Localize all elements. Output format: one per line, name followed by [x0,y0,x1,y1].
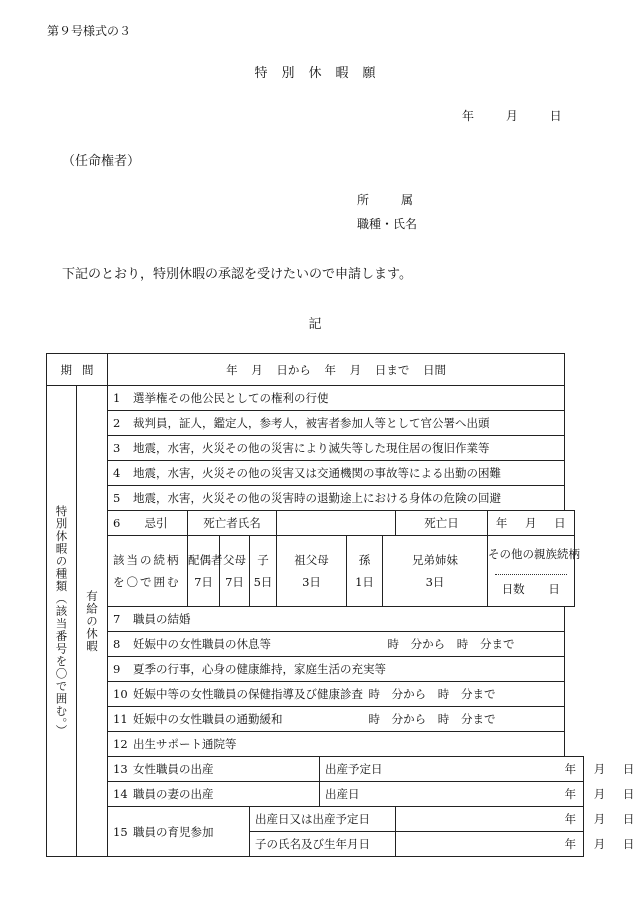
death-date-label: 死亡日 [396,511,488,536]
leave-item-10-time[interactable]: 時 分から 時 分まで [347,682,565,707]
relation-other[interactable] [488,536,580,607]
leave-item-11-time[interactable]: 時 分から 時 分まで [347,707,565,732]
leave-item-row [47,807,584,832]
leave-item-row [47,657,584,682]
leave-item-15[interactable]: 15 職員の育児参加 [108,807,250,857]
form-title: 特別休暇願 [254,66,390,81]
leave-item-row [47,757,584,782]
leave-item-1[interactable]: 1 選挙権その他公民としての権利の行使 [108,386,565,411]
relation-parents[interactable]: 父母 7日 [220,536,250,607]
leave-type-note: （該当番号を〇で囲む。） [54,592,69,737]
ki-heading: 記 [308,317,322,332]
leave-item-14[interactable]: 14 職員の妻の出産 [108,782,320,807]
leave-item-row [47,461,584,486]
appointer-label: （任命権者） [62,154,141,169]
other-days-label: 日数 日 [501,581,560,596]
request-text: 下記のとおり，特別休暇の承認を受けたいので申請します。 [62,267,412,282]
relation-child[interactable]: 子 5日 [250,536,277,607]
leave-item-5[interactable]: 5 地震，水害，火災その他の災害時の退勤途上における身体の危険の回避 [108,486,565,511]
leave-item-row [47,411,584,436]
paid-leave-text: 有給の休暇 [85,589,99,653]
other-relation-field[interactable] [495,565,567,575]
relation-row [47,536,584,607]
period-row [47,354,584,386]
deceased-name-label: 死亡者氏名 [188,511,277,536]
birth-date-label: 出産日 [320,782,450,807]
relation-grandparents[interactable]: 祖父母 3日 [277,536,347,607]
paid-leave-label [77,386,108,857]
leave-item-13[interactable]: 13 女性職員の出産 [108,757,320,782]
birth-date-field[interactable]: 年 月 日 [565,782,584,807]
leave-item-row [47,632,584,657]
leave-item-row [47,707,584,732]
leave-type-label [47,386,77,857]
leave-item-row [47,436,584,461]
leave-item-10[interactable]: 10 妊娠中等の女性職員の保健指導及び健康診査 [108,682,347,707]
leave-item-3[interactable]: 3 地震，水害，火災その他の災害により滅失等した現住居の復旧作業等 [108,436,565,461]
leave-item-7[interactable]: 7 職員の結婚 [108,607,565,632]
leave-item-2[interactable]: 2 裁判員，証人，鑑定人，参考人，被害者参加人等として官公署へ出頭 [108,411,565,436]
death-date-field[interactable]: 年 月 日 [488,511,575,536]
leave-item-4[interactable]: 4 地震，水害，火災その他の災害又は交通機関の事故等による出勤の困難 [108,461,565,486]
leave-item-row [47,486,584,511]
form-number: 第９号様式の３ [47,24,132,38]
leave-item-9[interactable]: 9 夏季の行事，心身の健康維持，家庭生活の充実等 [108,657,565,682]
leave-item-11[interactable]: 11 妊娠中の女性職員の通勤緩和 [108,707,347,732]
leave-item-row [47,607,584,632]
childbirth-date-label: 出産日又は出産予定日 [250,807,396,832]
leave-item-6[interactable]: 6 忌引 [108,511,188,536]
other-relation-label: その他の親族続柄 [488,546,580,561]
childbirth-date-field[interactable]: 年 月 日 [565,807,584,832]
bereavement-row [47,511,584,536]
leave-item-row [47,782,584,807]
application-date-field[interactable]: 年 月 日 [462,109,562,123]
relation-instruction: 該当の続柄 を〇で囲む [108,536,188,607]
relation-grandchild[interactable]: 孫 1日 [347,536,383,607]
child-birthdate-field[interactable]: 年 月 日 [565,832,584,857]
leave-item-8-time[interactable]: 時 分から 時 分まで [383,632,565,657]
leave-item-row [47,386,584,411]
leave-item-row [47,682,584,707]
relation-siblings[interactable]: 兄弟姉妹 3日 [383,536,488,607]
due-date-field[interactable]: 年 月 日 [565,757,584,782]
due-date-label: 出産予定日 [320,757,450,782]
affiliation-label: 所属 [357,193,446,207]
leave-table [46,353,634,857]
leave-item-row [47,732,584,757]
period-field[interactable]: 年 月 日から 年 月 日まで 日間 [108,354,565,386]
child-name-birthdate-label: 子の氏名及び生年月日 [250,832,396,857]
child-name-field[interactable] [396,832,565,857]
relation-spouse[interactable]: 配偶者 7日 [188,536,220,607]
job-name-label: 職種・氏名 [357,217,418,231]
deceased-name-field[interactable] [277,511,396,536]
leave-type-title: 特別休暇の種類 [54,505,69,593]
period-label: 期間 [47,354,108,386]
leave-item-12[interactable]: 12 出生サポート通院等 [108,732,565,757]
leave-item-8[interactable]: 8 妊娠中の女性職員の休息等 [108,632,383,657]
